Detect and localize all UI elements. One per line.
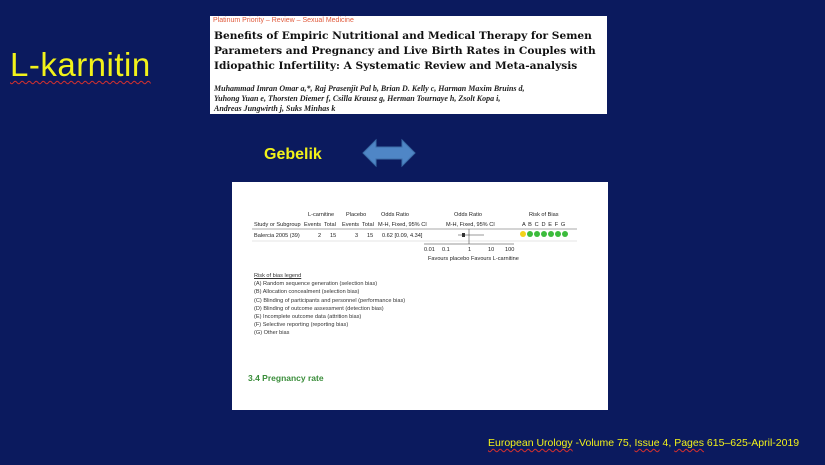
- axis-tick: 0.01: [424, 247, 435, 253]
- citation-footer: [488, 437, 799, 449]
- bias-legend-item: (F) Selective reporting (reporting bias): [254, 322, 349, 329]
- favours-left: Favours placebo: [428, 256, 470, 262]
- forest-plot-lines: [232, 182, 608, 272]
- footer-issue: Issue: [634, 437, 660, 449]
- bias-legend-item: (E) Incomplete outcome data (attrition bias): [254, 314, 362, 321]
- header-events-1: Events: [304, 222, 322, 228]
- footer-pages: Pages: [674, 437, 704, 449]
- pregnancy-rate-heading: 3.4 Pregnancy rate: [248, 373, 324, 383]
- paper-header-image: [210, 16, 607, 114]
- bias-low-icon: [562, 231, 568, 237]
- paper-title-line: Parameters and Pregnancy and Live Birth Rates in Couples with: [214, 45, 596, 57]
- paper-authors: [214, 84, 607, 114]
- footer-text: 4,: [659, 437, 675, 449]
- bias-legend-item: (G) Other bias: [254, 330, 290, 337]
- bias-letters: A B C D E F G: [522, 222, 566, 228]
- bias-low-icon: [534, 231, 540, 237]
- total-placebo: 15: [367, 233, 374, 239]
- bias-legend-item: (C) Blinding of participants and personnel (performance bias): [254, 297, 406, 304]
- study-name: Balercia 2005 (39): [254, 233, 300, 239]
- header-risk-of-bias: Risk of Bias: [529, 212, 559, 218]
- events-placebo: 3: [355, 233, 359, 239]
- paper-category: Platinum Priority – Review – Sexual Medicine: [213, 17, 354, 24]
- double-arrow-icon: [362, 138, 416, 168]
- bias-legend-item: (A) Random sequence generation (selection bias): [254, 281, 378, 288]
- paper-title-line: Idiopathic Infertility: A Systematic Review and Meta-analysis: [214, 60, 578, 72]
- header-or-sub-1: M-H, Fixed, 95% CI: [378, 222, 427, 228]
- slide-title: [10, 46, 151, 84]
- forest-plot-image: [232, 182, 608, 410]
- paper-title-line: Benefits of Empiric Nutritional and Medical Therapy for Semen: [214, 30, 592, 42]
- bias-low-icon: [555, 231, 561, 237]
- slide-title-text: L-karnitin: [10, 46, 151, 83]
- author-line: Andreas Jungwirth j, Suks Minhas k: [214, 104, 336, 113]
- events-lcarnitine: 2: [318, 233, 322, 239]
- axis-tick: 0.1: [442, 247, 450, 253]
- bias-legend: [254, 272, 405, 338]
- header-placebo: Placebo: [346, 212, 367, 218]
- risk-of-bias-dots: [520, 231, 569, 237]
- axis-tick: 100: [505, 247, 515, 253]
- bias-legend-item: (B) Allocation concealment (selection bias): [254, 289, 360, 296]
- bias-low-icon: [527, 231, 533, 237]
- favours-right: Favours L-carnitine: [471, 256, 519, 262]
- footer-text: 615–625-April-2019: [704, 437, 800, 449]
- paper-title: [214, 29, 607, 74]
- axis-tick: 10: [488, 247, 495, 253]
- footer-journal: European Urology: [488, 437, 573, 449]
- header-lcarnitine: L-carnitine: [308, 212, 335, 218]
- odds-ratio-value: 0.62 [0.09, 4.34]: [382, 233, 423, 239]
- bias-legend-item: (D) Blinding of outcome assessment (detection bias): [254, 305, 384, 312]
- header-or-sub-2: M-H, Fixed, 95% CI: [446, 222, 495, 228]
- author-line: Yuhong Yuan e, Thorsten Diemer f, Csilla Krausz g, Herman Tournaye h, Zsolt Kopa i,: [214, 94, 501, 103]
- gebelik-label: Gebelik: [264, 146, 322, 163]
- bias-low-icon: [541, 231, 547, 237]
- header-study: Study or Subgroup: [254, 222, 301, 228]
- bias-low-icon: [548, 231, 554, 237]
- header-events-2: Events: [342, 222, 360, 228]
- header-total-2: Total: [362, 222, 374, 228]
- total-lcarnitine: 15: [330, 233, 337, 239]
- axis-tick: 1: [468, 247, 472, 253]
- header-odds-ratio-2: Odds Ratio: [454, 212, 482, 218]
- header-odds-ratio-1: Odds Ratio: [381, 212, 409, 218]
- bias-unclear-icon: [520, 231, 526, 237]
- footer-text: -Volume 75,: [572, 437, 635, 449]
- header-total-1: Total: [324, 222, 336, 228]
- author-line: Muhammad Imran Omar a,*, Raj Prasenjit Pal b, Brian D. Kelly c, Harman Maxim Bruins d,: [214, 84, 525, 93]
- bias-legend-title: Risk of bias legend: [254, 273, 302, 279]
